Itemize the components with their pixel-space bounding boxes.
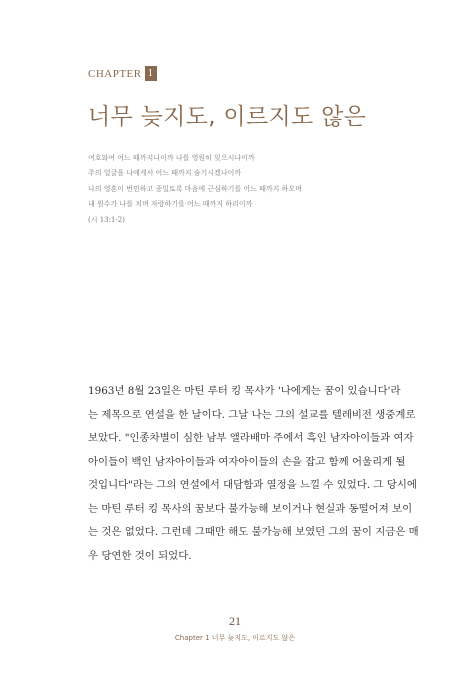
body-line: 것입니다"라는 그의 연설에서 대담함과 열정을 느낄 수 있었다. 그 당시에 — [88, 479, 417, 491]
body-line: 는 마틴 루터 킹 목사의 꿈보다 불가능해 보이거나 현실과 동떨어져 보이 — [88, 502, 413, 515]
running-footer: Chapter 1 너무 늦지도, 이르지도 않은 — [174, 634, 296, 642]
body-line: 1963년 8월 23일은 마틴 루터 킹 목사가 '나에게는 꿈이 있습니다'라 — [88, 385, 401, 397]
body-line: 는 것은 없었다. 그런데 그때만 해도 불가능해 보였던 그의 꿈이 지금은 매 — [88, 526, 419, 538]
page-number: 21 — [229, 614, 241, 628]
epigraph-reference: (시 13:1-2) — [88, 215, 125, 224]
body-line: 우 당연한 것이 되었다. — [88, 549, 192, 562]
body-line: 아이들이 백인 남자아이들과 여자아이들의 손을 잡고 함께 어울리게 될 — [88, 455, 406, 468]
epigraph-line: 주의 얼굴을 나에게서 어느 때까지 숨기시겠나이까 — [88, 169, 242, 178]
epigraph-line: 나의 영혼이 번민하고 종일토록 마음에 근심하기를 어느 때까지 하오며 — [88, 184, 302, 193]
chapter-number-badge: 1 — [145, 66, 157, 81]
body-paragraph — [88, 380, 419, 568]
body-line: 보았다. "인종차별이 심한 남부 앨라배마 주에서 흑인 남자아이들과 여자 — [88, 432, 414, 444]
chapter-label — [88, 66, 157, 81]
chapter-title: 너무 늦지도, 이르지도 않은 — [88, 104, 367, 130]
chapter-word: CHAPTER — [88, 67, 142, 80]
epigraph-line: 내 원수가 나를 치며 자랑하기를 어느 때까지 하리이까 — [88, 200, 253, 209]
body-line: 는 제목으로 연설을 한 날이다. 그날 나는 그의 설교를 텔레비전 생중계로 — [88, 408, 416, 421]
epigraph-line: 여호와여 어느 때까지니이까 나를 영원히 잊으시나이까 — [88, 154, 255, 162]
epigraph — [88, 151, 418, 228]
